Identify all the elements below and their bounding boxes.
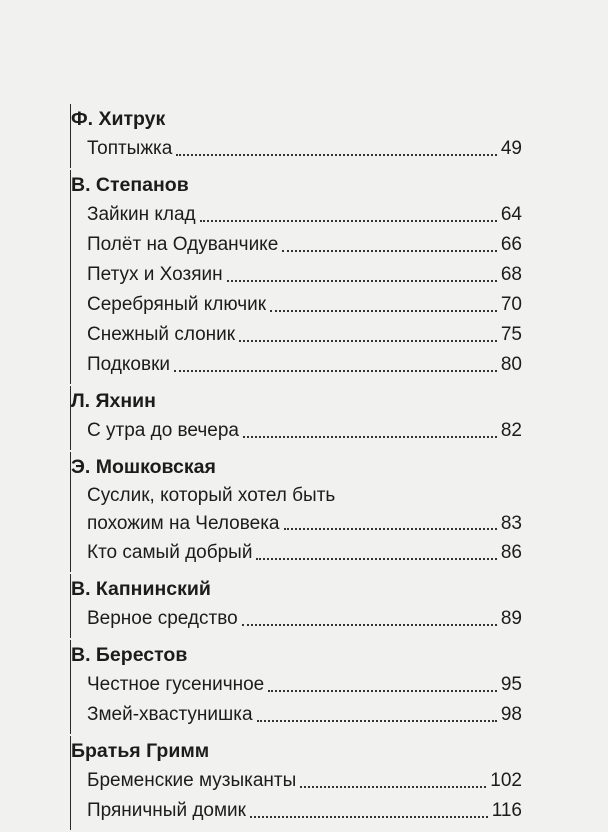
entry-page-number: 89 [500, 608, 522, 629]
author-heading: Братья Гримм [71, 740, 210, 762]
entry-page-number: 95 [500, 674, 522, 695]
entry-title: Зайкин клад [87, 204, 196, 225]
entry-title: Петух и Хозяин [87, 264, 223, 285]
entry-title: похожим на Человека [87, 513, 280, 534]
toc-entry[interactable] [71, 538, 522, 568]
dot-leader [268, 690, 497, 692]
toc-entry[interactable] [71, 290, 522, 320]
entry-title: Серебряный ключик [87, 294, 267, 315]
toc-entry[interactable] [71, 350, 522, 380]
entry-page-number: 98 [500, 704, 522, 725]
entry-title: Снежный слоник [87, 324, 236, 345]
toc-entry[interactable] [71, 230, 522, 260]
toc-entry[interactable] [71, 766, 522, 796]
author-heading: В. Капнинский [71, 578, 211, 600]
dot-leader [176, 154, 497, 156]
toc-entry[interactable] [71, 670, 522, 700]
entry-title-line1: Суслик, который хотел быть [87, 485, 336, 506]
entry-page-number: 49 [500, 138, 522, 159]
dot-leader [282, 250, 497, 252]
dot-leader [256, 558, 496, 560]
author-heading: Ф. Хитрук [71, 108, 166, 130]
toc-entry[interactable] [71, 320, 522, 350]
entry-page-number: 102 [490, 770, 522, 791]
toc-section [70, 736, 522, 830]
dot-leader [300, 786, 486, 788]
author-heading: Э. Мошковская [71, 456, 216, 478]
entry-title: С утра до вечера [87, 420, 239, 441]
entry-page-number: 80 [500, 354, 522, 375]
toc-section [70, 640, 522, 734]
author-heading: В. Степанов [71, 174, 189, 196]
table-of-contents [70, 104, 522, 832]
entry-title: Пряничный домик [87, 800, 246, 821]
entry-page-number: 66 [500, 234, 522, 255]
toc-section [70, 386, 522, 450]
author-heading: В. Берестов [71, 644, 188, 666]
author-heading: Л. Яхнин [71, 390, 156, 412]
toc-entry[interactable] [71, 200, 522, 230]
entry-page-number: 86 [500, 542, 522, 563]
dot-leader [174, 370, 497, 372]
entry-page-number: 68 [500, 264, 522, 285]
entry-title: Змей-хвастунишка [87, 704, 253, 725]
toc-entry[interactable] [71, 700, 522, 730]
toc-entry[interactable] [71, 482, 522, 538]
toc-entry[interactable] [71, 604, 522, 634]
toc-section [70, 104, 522, 168]
dot-leader [200, 220, 497, 222]
toc-entry[interactable] [71, 134, 522, 164]
entry-title: Честное гусеничное [87, 674, 265, 695]
entry-title: Подковки [87, 354, 171, 375]
toc-section [70, 452, 522, 572]
entry-page-number: 83 [500, 513, 522, 534]
dot-leader [284, 528, 497, 530]
toc-entry[interactable] [71, 796, 522, 826]
dot-leader [257, 720, 497, 722]
entry-page-number: 116 [491, 800, 522, 821]
entry-title: Бременские музыканты [87, 770, 297, 791]
toc-entry[interactable] [71, 260, 522, 290]
dot-leader [270, 310, 497, 312]
dot-leader [243, 436, 497, 438]
entry-page-number: 75 [500, 324, 522, 345]
dot-leader [239, 340, 497, 342]
entry-title: Топтыжка [87, 138, 173, 159]
toc-section [70, 170, 522, 384]
entry-title: Верное средство [87, 608, 238, 629]
entry-title: Полёт на Одуванчике [87, 234, 279, 255]
entry-page-number: 70 [500, 294, 522, 315]
toc-section [70, 574, 522, 638]
entry-title: Кто самый добрый [87, 542, 253, 563]
dot-leader [250, 816, 488, 818]
dot-leader [242, 624, 497, 626]
toc-entry[interactable] [71, 416, 522, 446]
entry-page-number: 64 [500, 204, 522, 225]
entry-page-number: 82 [500, 420, 522, 441]
dot-leader [227, 280, 497, 282]
